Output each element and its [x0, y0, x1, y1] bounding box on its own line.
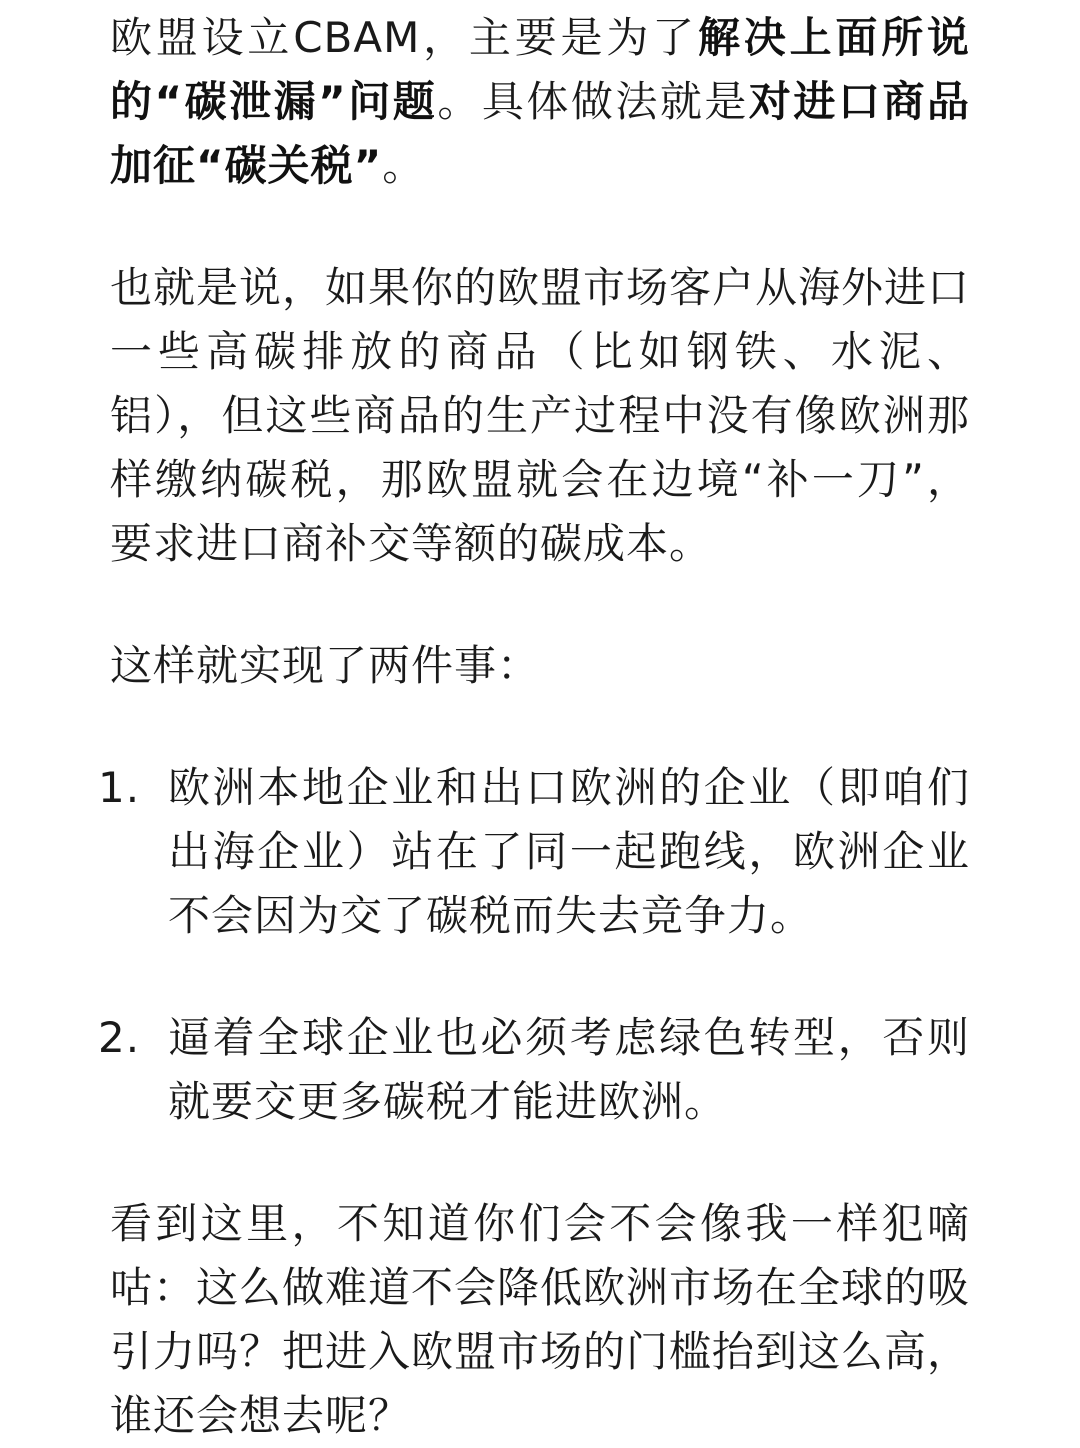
paragraph-question: 看到这里，不知道你们会不会像我一样犯嘀咕：这么做难道不会降低欧洲市场在全球的吸引力吗？把进入欧盟市场的门槛抬到这么高，谁还会想去呢？ — [110, 1199, 971, 1440]
intro-bold-carbon-leakage: 解决上面所说的“碳泄漏”问题 — [110, 13, 970, 126]
numbered-list — [98, 756, 970, 1134]
list-item — [98, 1006, 970, 1134]
list-number: 2. — [98, 1013, 141, 1062]
intro-bold-carbon-tariff: 对进口商品加征“碳关税” — [110, 77, 970, 190]
paragraph-two-things: 这样就实现了两件事： — [110, 641, 541, 690]
list-item-text: 逼着全球企业也必须考虑绿色转型，否则就要交更多碳税才能进欧洲。 — [168, 1013, 970, 1126]
intro-text-3: 。 — [382, 141, 426, 190]
list-item — [98, 756, 970, 948]
intro-text-1: 欧盟设立CBAM，主要是为了 — [110, 13, 698, 62]
paragraph-explanation: 也就是说，如果你的欧盟市场客户从海外进口一些高碳排放的商品（比如钢铁、水泥、铝），但这些商品的生产过程中没有像欧洲那样缴纳碳税，那欧盟就会在边境“补一刀”，要求进口商补交等额的碳成本。 — [110, 263, 971, 568]
paragraph-cbam-intro — [110, 6, 970, 198]
intro-text-2: 。具体做法就是 — [437, 77, 749, 126]
list-item-text: 欧洲本地企业和出口欧洲的企业（即咱们出海企业）站在了同一起跑线，欧洲企业不会因为交了碳税而失去竞争力。 — [168, 763, 970, 940]
article-body — [98, 6, 971, 1448]
list-number: 1. — [98, 763, 141, 812]
